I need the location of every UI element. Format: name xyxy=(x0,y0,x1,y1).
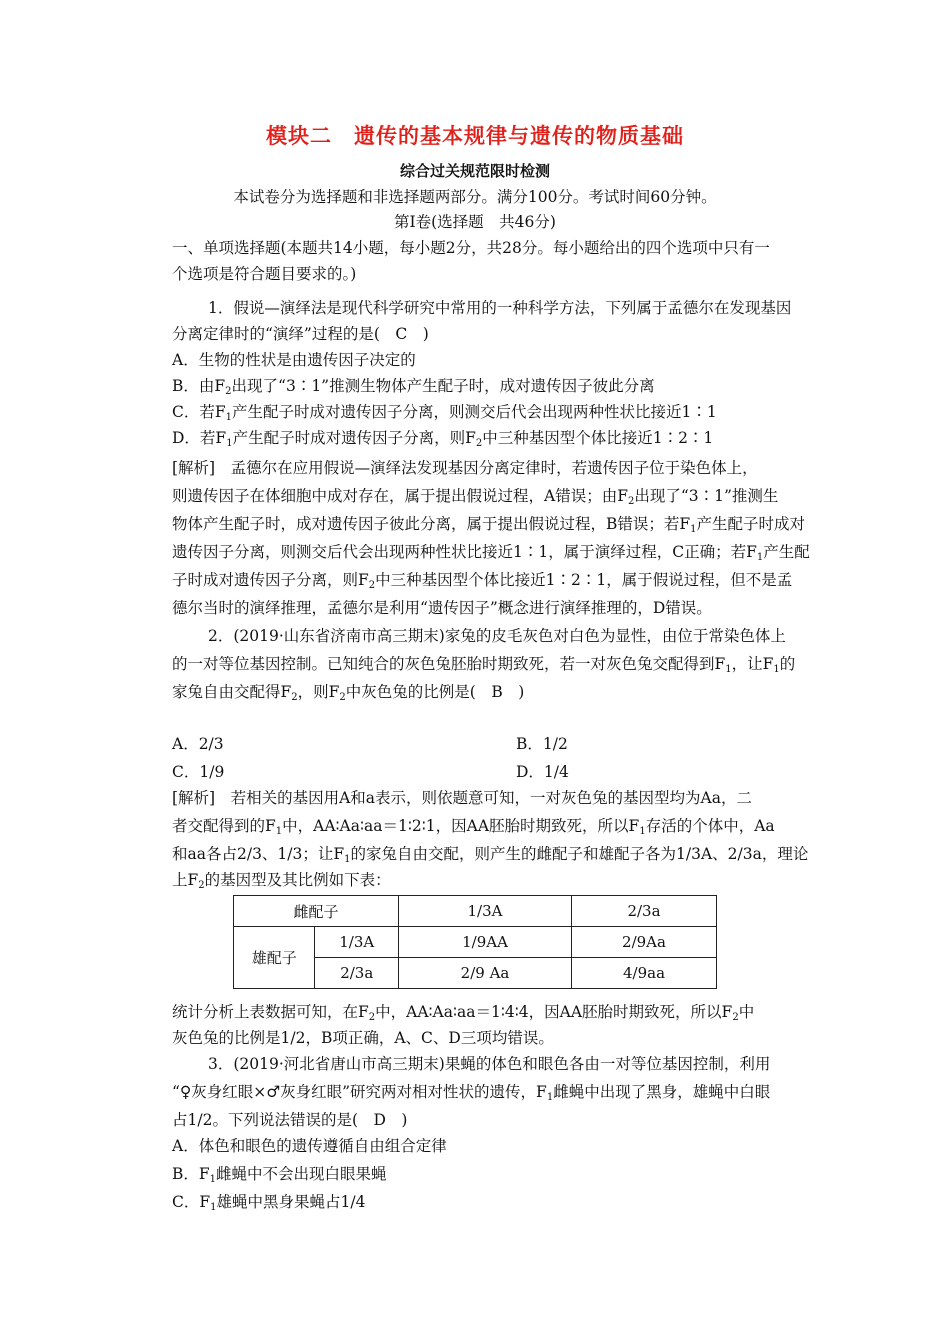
q2-option-b: B．1/2 xyxy=(516,735,568,753)
text: 者交配得到的F xyxy=(172,817,276,835)
table-cell: 雄配子 xyxy=(234,927,315,989)
text: 雄蝇中黑身果蝇占1/4 xyxy=(216,1193,366,1211)
text: 和aa各占2/3、1/3；让F xyxy=(172,845,345,863)
table-cell: 2/3a xyxy=(572,896,717,927)
text: 的基因型及其比例如下表： xyxy=(204,871,391,889)
text: 中灰色兔的比例是( B ) xyxy=(345,683,525,701)
q1-explanation xyxy=(172,540,810,562)
q1-stem: 1．假说—演绎法是现代科学研究中常用的一种科学方法，下列属于孟德尔在发现基因 xyxy=(208,299,792,317)
sub: 2 xyxy=(198,880,205,891)
text: 的一对等位基因控制。已知纯合的灰色兔胚胎时期致死，若一对灰色兔交配得到F xyxy=(172,655,726,673)
exam-intro: 本试卷分为选择题和非选择题两部分。满分100分。考试时间60分钟。 xyxy=(233,188,717,206)
text: 上F xyxy=(172,871,199,889)
q2-stem-cont xyxy=(172,680,524,702)
sub: 1 xyxy=(209,1174,217,1185)
sub: 2 xyxy=(339,692,346,703)
q3-stem-cont: 占1/2。下列说法错误的是( D ) xyxy=(172,1111,408,1129)
text: 出现了“3∶1”推测生 xyxy=(634,487,779,505)
text: 的家兔自由交配，则产生的雌配子和雄配子各为1/3A、2/3a，理论 xyxy=(350,845,809,863)
q2-option-a: A．2/3 xyxy=(172,735,224,753)
q2-explanation xyxy=(172,868,391,890)
sub: 1 xyxy=(725,664,732,675)
text: 中三种基因型个体比接近1∶2∶1 xyxy=(482,429,714,447)
sub: 2 xyxy=(291,692,298,703)
text: ，让F xyxy=(731,655,774,673)
text: 则遗传因子在体细胞中成对存在，属于提出假说过程，A错误；由F xyxy=(172,487,628,505)
page-subtitle: 综合过关规范限时检测 xyxy=(399,162,550,180)
genotype-table xyxy=(233,895,717,989)
q1-explanation: 德尔当时的演绎推理，孟德尔是利用“遗传因子”概念进行演绎推理的，D错误。 xyxy=(172,599,712,617)
text: D．若F xyxy=(172,429,227,447)
text: 子时成对遗传因子分离，则F xyxy=(172,571,369,589)
sub: 1 xyxy=(275,826,283,837)
sub: 1 xyxy=(226,438,233,449)
page-title: 模块二 遗传的基本规律与遗传的物质基础 xyxy=(266,124,684,148)
q2-explanation xyxy=(172,842,808,864)
text: 物体产生配子时，成对遗传因子彼此分离，属于提出假说过程，B错误；若F xyxy=(172,515,691,533)
q1-option-a: A．生物的性状是由遗传因子决定的 xyxy=(172,351,416,369)
text: C．若F xyxy=(172,403,226,421)
sub: 1 xyxy=(210,1202,217,1213)
text: ，则F xyxy=(297,683,340,701)
table-row xyxy=(234,896,717,927)
q3-stem: 3．(2019·河北省唐山市高三期末)果蝇的体色和眼色各由一对等位基因控制，利用 xyxy=(208,1055,771,1073)
q1-explanation: [解析] 孟德尔在应用假说—演绎法发现基因分离定律时，若遗传因子位于染色体上， xyxy=(172,459,758,477)
q2-stem-cont xyxy=(172,652,795,674)
text: 雌蝇中出现了黑身，雄蝇中白眼 xyxy=(553,1083,771,1101)
text: B．由F xyxy=(172,377,226,395)
text: 中三种基因型个体比接近1∶2∶1，属于假说过程，但不是孟 xyxy=(375,571,793,589)
sub: 2 xyxy=(368,1012,376,1023)
text: C．F xyxy=(172,1193,211,1211)
text: 出现了“3∶1”推测生物体产生配子时，成对遗传因子彼此分离 xyxy=(231,377,655,395)
q1-explanation xyxy=(172,512,805,534)
q1-explanation xyxy=(172,484,778,506)
q3-option-b xyxy=(172,1162,387,1184)
q1-option-d xyxy=(172,426,713,448)
q3-option-a: A．体色和眼色的遗传遵循自由组合定律 xyxy=(172,1137,447,1155)
text: B．F xyxy=(172,1165,210,1183)
section-instruction: 一、单项选择题(本题共14小题，每小题2分，共28分。每小题给出的四个选项中只有一 xyxy=(172,239,770,257)
text: 产生配子时成对遗传因子分离，则F xyxy=(232,429,476,447)
q1-option-b xyxy=(172,374,655,396)
text: 家兔自由交配得F xyxy=(172,683,292,701)
q2-explanation: [解析] 若相关的基因用A和a表示，则依题意可知，一对灰色兔的基因型均为Aa，二 xyxy=(172,789,752,807)
q3-stem-cont xyxy=(172,1080,770,1102)
text: 统计分析上表数据可知，在F xyxy=(172,1003,369,1021)
q3-option-c xyxy=(172,1190,365,1212)
sub: 1 xyxy=(773,664,780,675)
text: 产生配 xyxy=(763,543,810,561)
q1-stem-cont: 分离定律时的“演绎”过程的是( C ) xyxy=(172,325,429,343)
q2-analysis-cont: 灰色兔的比例是1/2，B项正确，A、C、D三项均错误。 xyxy=(172,1029,554,1047)
table-cell: 2/3a xyxy=(315,958,399,989)
text: 的 xyxy=(779,655,796,673)
table-cell: 2/9Aa xyxy=(572,927,717,958)
q1-option-c xyxy=(172,400,717,422)
q2-explanation xyxy=(172,814,775,836)
q2-option-d: D．1/4 xyxy=(516,763,569,781)
text: 存活的个体中，Aa xyxy=(645,817,775,835)
sub: 2 xyxy=(475,438,483,449)
sub: 2 xyxy=(627,496,635,507)
sub: 1 xyxy=(639,826,646,837)
sub: 1 xyxy=(344,854,351,865)
sub: 2 xyxy=(368,580,376,591)
table-cell: 2/9 Aa xyxy=(399,958,572,989)
sub: 2 xyxy=(732,1012,739,1023)
sub: 1 xyxy=(690,524,697,535)
q2-stem: 2．(2019·山东省济南市高三期末)家兔的皮毛灰色对白色为显性，由位于常染色体上 xyxy=(208,627,786,645)
q2-option-c: C．1/9 xyxy=(172,763,225,781)
table-row xyxy=(234,927,717,958)
table-cell: 1/9AA xyxy=(399,927,572,958)
sub: 1 xyxy=(225,412,232,423)
q2-analysis xyxy=(172,1000,754,1022)
text: 雌蝇中不会出现白眼果蝇 xyxy=(216,1165,387,1183)
table-cell: 1/3A xyxy=(315,927,399,958)
text: 产生配子时成对 xyxy=(696,515,806,533)
table-cell: 4/9aa xyxy=(572,958,717,989)
text: 中 xyxy=(738,1003,755,1021)
section-instruction-cont: 个选项是符合题目要求的。) xyxy=(172,265,357,283)
table-cell: 雌配子 xyxy=(234,896,399,927)
text: 遗传因子分离，则测交后代会出现两种性状比接近1∶1，属于演绎过程，C正确；若F xyxy=(172,543,757,561)
sub: 1 xyxy=(756,552,764,563)
text: 产生配子时成对遗传因子分离，则测交后代会出现两种性状比接近1∶1 xyxy=(232,403,717,421)
text: 中，AA∶Aa∶aa＝1∶4∶4，因AA胚胎时期致死，所以F xyxy=(375,1003,733,1021)
text: “♀灰身红眼×♂灰身红眼”研究两对相对性状的遗传，F xyxy=(172,1083,547,1101)
part-heading: 第Ⅰ卷(选择题 共46分) xyxy=(394,213,556,231)
sub: 1 xyxy=(546,1092,554,1103)
q1-explanation xyxy=(172,568,792,590)
text: 中，AA∶Aa∶aa＝1∶2∶1，因AA胚胎时期致死，所以F xyxy=(282,817,640,835)
sub: 2 xyxy=(225,386,232,397)
table-cell: 1/3A xyxy=(399,896,572,927)
